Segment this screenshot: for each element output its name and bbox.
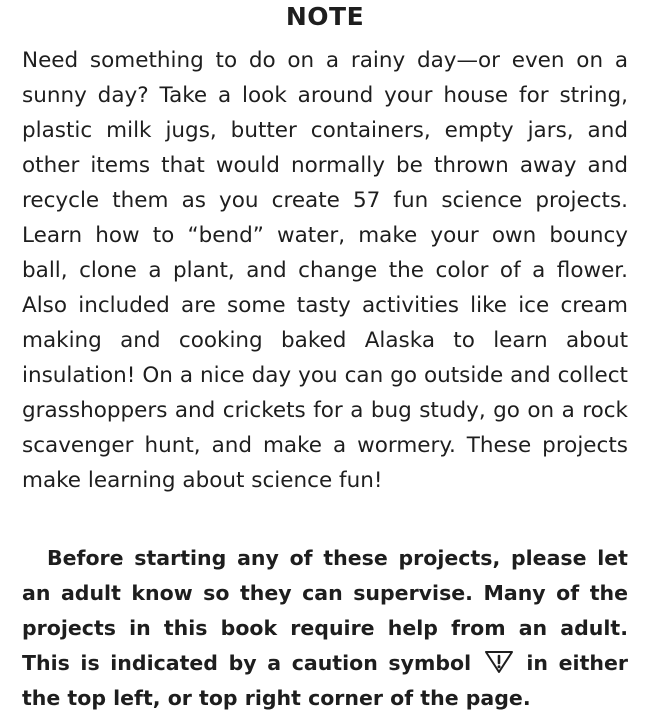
intro-paragraph: Need something to do on a rainy day—or even on a sunny day? Take a look around your house for string, plastic milk jugs, butter containers, empty jars, and other items that would normally be thrown away and recycle them as you create 57 fun science projects. Learn how to “bend” water, make your own bouncy ball, clone a plant, and change the color of a flower. Also included are some tasty activities like ice cream making and cooking baked Alaska to learn about insulation! On a nice day you can go outside and collect grasshoppers and crickets for a bug study, go on a rock scavenger hunt, and make a wormery. These projects make learning about science fun! — [22, 48, 628, 493]
page-title: NOTE — [285, 2, 365, 31]
caution-triangle-icon — [484, 650, 514, 674]
caution-paragraph — [22, 541, 628, 716]
caution-text-after: in either the top left, or top right corner of the page. — [22, 651, 628, 710]
caution-text-before: Before starting any of these projects, please let an adult know so they can supervise. Many of the projects in this book require help from an adult. This is indicated by a caution symbol — [22, 546, 628, 675]
